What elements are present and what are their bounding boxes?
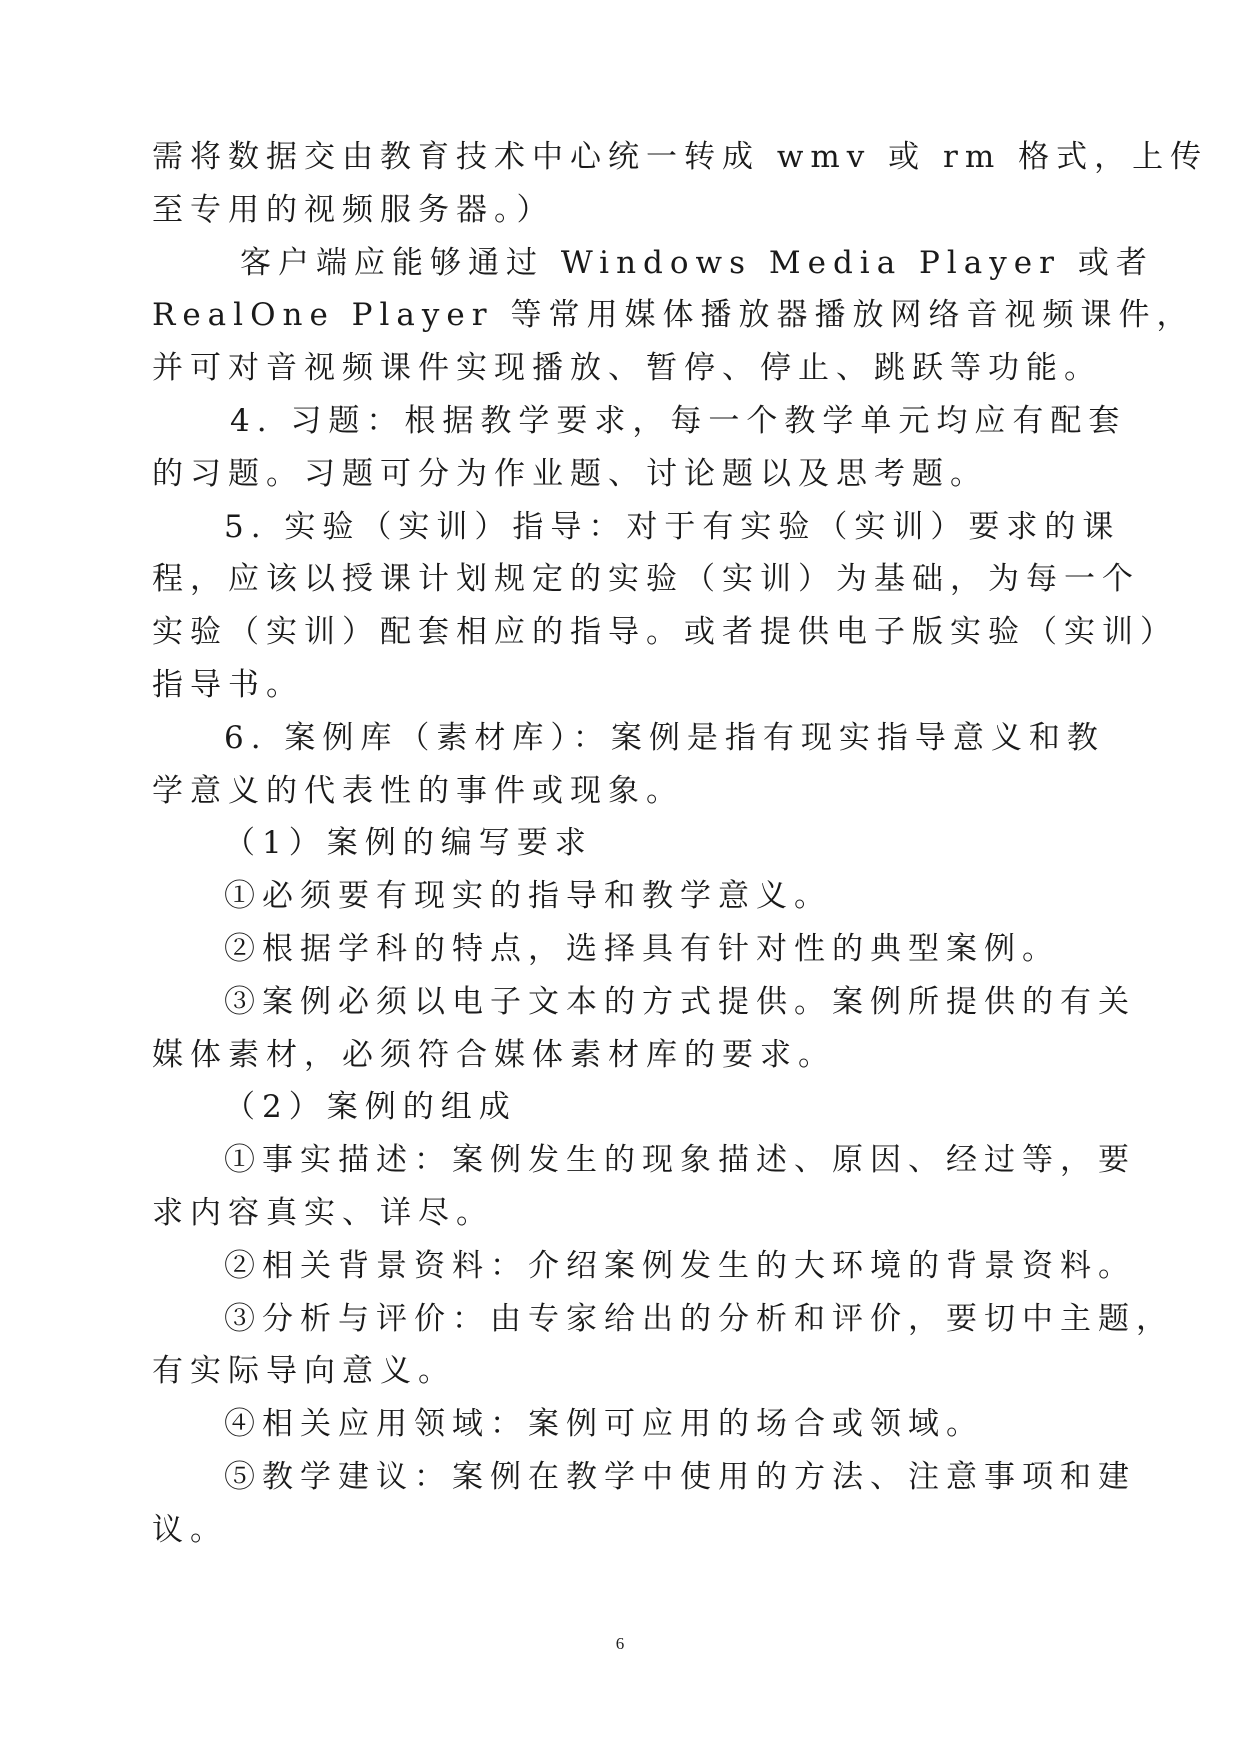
text-line: ③分析与评价：由专家给出的分析和评价，要切中主题，	[224, 1300, 1174, 1337]
text-line: 媒体素材，必须符合媒体素材库的要求。	[152, 1036, 836, 1073]
text-line: 实验（实训）配套相应的指导。或者提供电子版实验（实训）	[152, 614, 1178, 651]
text-line: 有实际导向意义。	[152, 1353, 456, 1390]
page-number: 6	[615, 1634, 625, 1653]
text-line: 5. 实验（实训）指导：对于有实验（实训）要求的课	[224, 508, 1121, 545]
text-line: 4. 习题：根据教学要求，每一个教学单元均应有配套	[230, 402, 1127, 439]
text-line: ①必须要有现实的指导和教学意义。	[224, 878, 832, 915]
text-line: ②根据学科的特点，选择具有针对性的典型案例。	[224, 930, 1060, 967]
text-line: ⑤教学建议：案例在教学中使用的方法、注意事项和建	[224, 1458, 1136, 1495]
text-line: 并可对音视频课件实现播放、暂停、停止、跳跃等功能。	[152, 350, 1102, 387]
text-line: 6. 案例库（素材库）：案例是指有现实指导意义和教	[224, 719, 1105, 756]
document-body	[152, 131, 1209, 1557]
text-line: 至专用的视频服务器。）	[152, 191, 555, 228]
text-line: ①事实描述：案例发生的现象描述、原因、经过等，要	[224, 1142, 1136, 1179]
text-line: 客户端应能够通过 Windows Media Player 或者	[240, 244, 1154, 281]
text-line: 学意义的代表性的事件或现象。	[152, 772, 684, 809]
text-line: 程，应该以授课计划规定的实验（实训）为基础，为每一个	[152, 561, 1140, 598]
text-line: RealOne Player 等常用媒体播放器播放网络音视频课件，	[152, 297, 1195, 334]
text-line: 求内容真实、详尽。	[152, 1194, 494, 1231]
text-line: 的习题。习题可分为作业题、讨论题以及思考题。	[152, 455, 988, 492]
text-line: ②相关背景资料：介绍案例发生的大环境的背景资料。	[224, 1247, 1136, 1284]
text-line: ③案例必须以电子文本的方式提供。案例所提供的有关	[224, 983, 1136, 1020]
text-line: 议。	[152, 1511, 228, 1548]
text-line: 需将数据交由教育技术中心统一转成 wmv 或 rm 格式，上传	[152, 139, 1209, 175]
text-line: 指导书。	[152, 666, 304, 703]
text-line: （2）案例的组成	[224, 1089, 517, 1126]
text-line: ④相关应用领域：案例可应用的场合或领域。	[224, 1406, 984, 1443]
text-line: （1）案例的编写要求	[224, 825, 593, 862]
